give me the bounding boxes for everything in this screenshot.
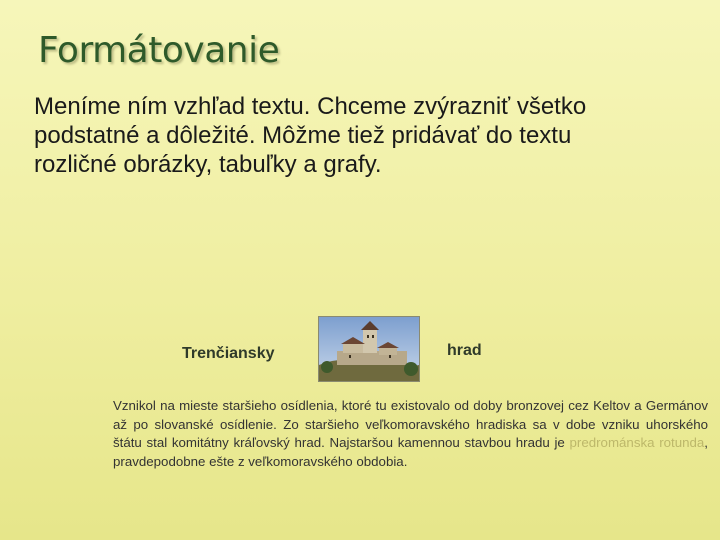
- paragraph-text-end: , pravdepodobne ešte z veľkomoravského obdobia.: [113, 435, 708, 469]
- slide-title: Formátovanie: [38, 30, 280, 71]
- castle-photo: [318, 316, 420, 382]
- intro-text: Meníme ním vzhľad textu. Chceme zvýrazniť všetko podstatné a dôležité. Môžme tiež pridávať do textu rozličné obrázky, tabuľky a grafy.: [34, 93, 587, 178]
- caption-right: hrad: [447, 342, 482, 359]
- paragraph-text-start: Vznikol na mieste staršieho osídlenia, ktoré tu existovalo od doby bronzovej cez Keltov a Germánov až po slovanské osídlenie. Zo staršieho veľkomoravského hradiska sa v dobe vzniku uhorského štátu stal komitátny kráľovský hrad. Najstaršou kamennou stavbou hradu je: [113, 398, 708, 451]
- caption-left: Trenčiansky: [182, 345, 275, 362]
- description-paragraph: [113, 397, 708, 471]
- rotunda-link[interactable]: predrománska rotunda: [569, 435, 705, 451]
